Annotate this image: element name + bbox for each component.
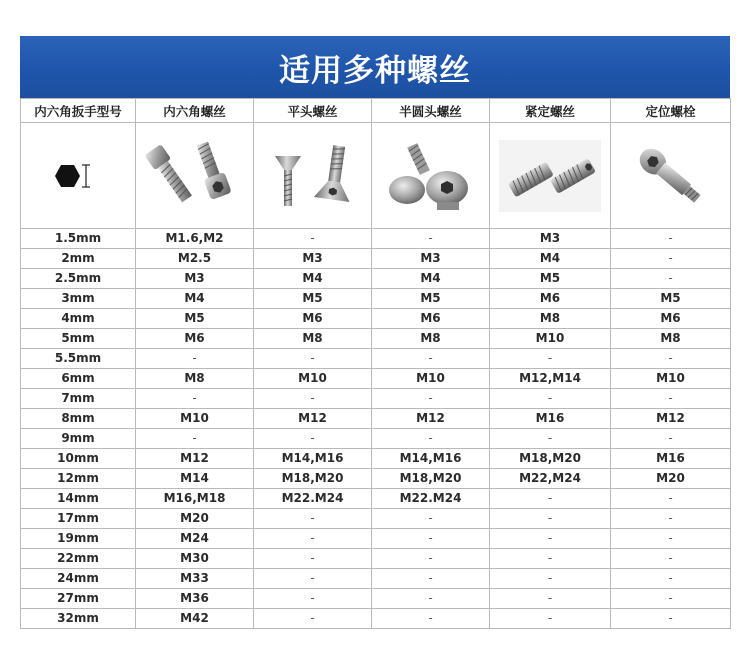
cell-flat-head-screw: M4 [254, 269, 372, 289]
cell-flat-head-screw: M12 [254, 409, 372, 429]
table-row [21, 529, 731, 549]
cell-button-head-screw: - [372, 389, 490, 409]
cell-flat-head-screw: - [254, 389, 372, 409]
cell-button-head-screw: M8 [372, 329, 490, 349]
cell-button-head-screw: M18,M20 [372, 469, 490, 489]
cell-set-screw: - [490, 349, 611, 369]
cell-button-head-screw: - [372, 609, 490, 629]
cell-set-screw: - [490, 589, 611, 609]
cell-socket-head-screw: M2.5 [136, 249, 254, 269]
header-row [21, 99, 731, 123]
cell-set-screw: M4 [490, 249, 611, 269]
cell-socket-head-screw: M1.6,M2 [136, 229, 254, 249]
button-head-screw-icon [377, 136, 485, 216]
cell-hex-key-size: 9mm [21, 429, 136, 449]
cell-button-head-screw: - [372, 509, 490, 529]
cell-hex-key-size: 2.5mm [21, 269, 136, 289]
cell-hex-key-size: 3mm [21, 289, 136, 309]
cell-set-screw: M16 [490, 409, 611, 429]
cell-hex-key-size: 19mm [21, 529, 136, 549]
cell-button-head-screw: M5 [372, 289, 490, 309]
button-head-screw-image-cell [372, 123, 490, 229]
cell-set-screw: M10 [490, 329, 611, 349]
header-hex-key-size: 内六角扳手型号 [21, 99, 136, 123]
cell-hex-key-size: 5mm [21, 329, 136, 349]
table-row [21, 389, 731, 409]
cell-set-screw: M22,M24 [490, 469, 611, 489]
cell-button-head-screw: M14,M16 [372, 449, 490, 469]
cell-flat-head-screw: - [254, 589, 372, 609]
cell-set-screw: - [490, 549, 611, 569]
cell-shoulder-bolt: - [611, 569, 731, 589]
cell-socket-head-screw: M10 [136, 409, 254, 429]
cell-shoulder-bolt: - [611, 229, 731, 249]
socket-head-screw-icon [141, 136, 249, 216]
image-row [21, 123, 731, 229]
cell-hex-key-size: 2mm [21, 249, 136, 269]
header-button-head-screw: 半圆头螺丝 [372, 99, 490, 123]
shoulder-bolt-image-cell [611, 123, 731, 229]
cell-shoulder-bolt: - [611, 349, 731, 369]
cell-socket-head-screw: M30 [136, 549, 254, 569]
shoulder-bolt-icon [617, 136, 725, 216]
cell-socket-head-screw: M14 [136, 469, 254, 489]
cell-shoulder-bolt: - [611, 589, 731, 609]
cell-shoulder-bolt: M5 [611, 289, 731, 309]
cell-button-head-screw: M10 [372, 369, 490, 389]
table-row [21, 349, 731, 369]
cell-set-screw: - [490, 569, 611, 589]
table-body [21, 229, 731, 629]
page-title: 适用多种螺丝 [279, 52, 471, 89]
table-row [21, 429, 731, 449]
cell-flat-head-screw: - [254, 529, 372, 549]
cell-button-head-screw: - [372, 429, 490, 449]
cell-flat-head-screw: M14,M16 [254, 449, 372, 469]
cell-flat-head-screw: - [254, 569, 372, 589]
table-row [21, 449, 731, 469]
cell-hex-key-size: 24mm [21, 569, 136, 589]
cell-set-screw: M6 [490, 289, 611, 309]
header-socket-head-screw: 内六角螺丝 [136, 99, 254, 123]
cell-hex-key-size: 10mm [21, 449, 136, 469]
cell-flat-head-screw: - [254, 609, 372, 629]
cell-hex-key-size: 8mm [21, 409, 136, 429]
cell-shoulder-bolt: M12 [611, 409, 731, 429]
cell-set-screw: M12,M14 [490, 369, 611, 389]
cell-shoulder-bolt: - [611, 549, 731, 569]
cell-shoulder-bolt: M10 [611, 369, 731, 389]
set-screw-image-cell [490, 123, 611, 229]
screw-compatibility-table [20, 98, 731, 629]
cell-set-screw: M5 [490, 269, 611, 289]
table-row [21, 489, 731, 509]
cell-shoulder-bolt: - [611, 429, 731, 449]
cell-hex-key-size: 4mm [21, 309, 136, 329]
cell-shoulder-bolt: - [611, 529, 731, 549]
cell-flat-head-screw: - [254, 229, 372, 249]
cell-flat-head-screw: M8 [254, 329, 372, 349]
cell-socket-head-screw: M4 [136, 289, 254, 309]
cell-socket-head-screw: - [136, 349, 254, 369]
cell-button-head-screw: M12 [372, 409, 490, 429]
table-row [21, 409, 731, 429]
table-row [21, 269, 731, 289]
table-row [21, 609, 731, 629]
cell-shoulder-bolt: M20 [611, 469, 731, 489]
hex-key-image-cell [21, 123, 136, 229]
cell-socket-head-screw: M8 [136, 369, 254, 389]
cell-button-head-screw: M22.M24 [372, 489, 490, 509]
cell-set-screw: M18,M20 [490, 449, 611, 469]
cell-shoulder-bolt: - [611, 389, 731, 409]
table-row [21, 509, 731, 529]
cell-socket-head-screw: M6 [136, 329, 254, 349]
table-row [21, 469, 731, 489]
cell-hex-key-size: 7mm [21, 389, 136, 409]
table-row [21, 589, 731, 609]
cell-button-head-screw: - [372, 229, 490, 249]
cell-set-screw: - [490, 489, 611, 509]
table-row [21, 329, 731, 349]
cell-shoulder-bolt: M16 [611, 449, 731, 469]
cell-socket-head-screw: M5 [136, 309, 254, 329]
set-screw-icon [495, 136, 605, 216]
cell-hex-key-size: 5.5mm [21, 349, 136, 369]
header-shoulder-bolt: 定位螺栓 [611, 99, 731, 123]
cell-hex-key-size: 6mm [21, 369, 136, 389]
header-flat-head-screw: 平头螺丝 [254, 99, 372, 123]
cell-hex-key-size: 1.5mm [21, 229, 136, 249]
cell-button-head-screw: - [372, 349, 490, 369]
cell-flat-head-screw: M10 [254, 369, 372, 389]
table-row [21, 229, 731, 249]
cell-set-screw: - [490, 429, 611, 449]
cell-button-head-screw: M6 [372, 309, 490, 329]
cell-shoulder-bolt: - [611, 269, 731, 289]
cell-hex-key-size: 14mm [21, 489, 136, 509]
cell-set-screw: - [490, 609, 611, 629]
cell-flat-head-screw: - [254, 549, 372, 569]
table-row [21, 289, 731, 309]
cell-button-head-screw: - [372, 529, 490, 549]
cell-hex-key-size: 27mm [21, 589, 136, 609]
cell-flat-head-screw: M18,M20 [254, 469, 372, 489]
cell-socket-head-screw: M42 [136, 609, 254, 629]
flat-head-screw-icon [259, 136, 367, 216]
cell-flat-head-screw: - [254, 509, 372, 529]
spec-sheet [20, 36, 730, 629]
cell-shoulder-bolt: - [611, 249, 731, 269]
table-row [21, 249, 731, 269]
cell-socket-head-screw: M3 [136, 269, 254, 289]
table-row [21, 309, 731, 329]
cell-flat-head-screw: M6 [254, 309, 372, 329]
cell-flat-head-screw: M5 [254, 289, 372, 309]
cell-set-screw: - [490, 389, 611, 409]
cell-shoulder-bolt: M8 [611, 329, 731, 349]
cell-socket-head-screw: - [136, 389, 254, 409]
cell-shoulder-bolt: - [611, 509, 731, 529]
cell-socket-head-screw: M20 [136, 509, 254, 529]
cell-hex-key-size: 32mm [21, 609, 136, 629]
flat-head-screw-image-cell [254, 123, 372, 229]
cell-button-head-screw: M4 [372, 269, 490, 289]
cell-set-screw: - [490, 529, 611, 549]
cell-socket-head-screw: M16,M18 [136, 489, 254, 509]
cell-set-screw: - [490, 509, 611, 529]
header-set-screw: 紧定螺丝 [490, 99, 611, 123]
cell-socket-head-screw: M36 [136, 589, 254, 609]
title-banner [20, 36, 730, 98]
cell-socket-head-screw: M12 [136, 449, 254, 469]
cell-set-screw: M3 [490, 229, 611, 249]
cell-button-head-screw: - [372, 569, 490, 589]
cell-hex-key-size: 12mm [21, 469, 136, 489]
cell-flat-head-screw: - [254, 429, 372, 449]
hex-key-icon [43, 151, 113, 201]
table-row [21, 549, 731, 569]
cell-flat-head-screw: - [254, 349, 372, 369]
cell-flat-head-screw: M22.M24 [254, 489, 372, 509]
cell-shoulder-bolt: - [611, 609, 731, 629]
table-row [21, 569, 731, 589]
cell-button-head-screw: - [372, 549, 490, 569]
cell-hex-key-size: 17mm [21, 509, 136, 529]
cell-shoulder-bolt: - [611, 489, 731, 509]
table-row [21, 369, 731, 389]
cell-shoulder-bolt: M6 [611, 309, 731, 329]
cell-socket-head-screw: M24 [136, 529, 254, 549]
cell-button-head-screw: - [372, 589, 490, 609]
cell-hex-key-size: 22mm [21, 549, 136, 569]
cell-socket-head-screw: - [136, 429, 254, 449]
cell-flat-head-screw: M3 [254, 249, 372, 269]
cell-socket-head-screw: M33 [136, 569, 254, 589]
cell-set-screw: M8 [490, 309, 611, 329]
socket-head-screw-image-cell [136, 123, 254, 229]
cell-button-head-screw: M3 [372, 249, 490, 269]
